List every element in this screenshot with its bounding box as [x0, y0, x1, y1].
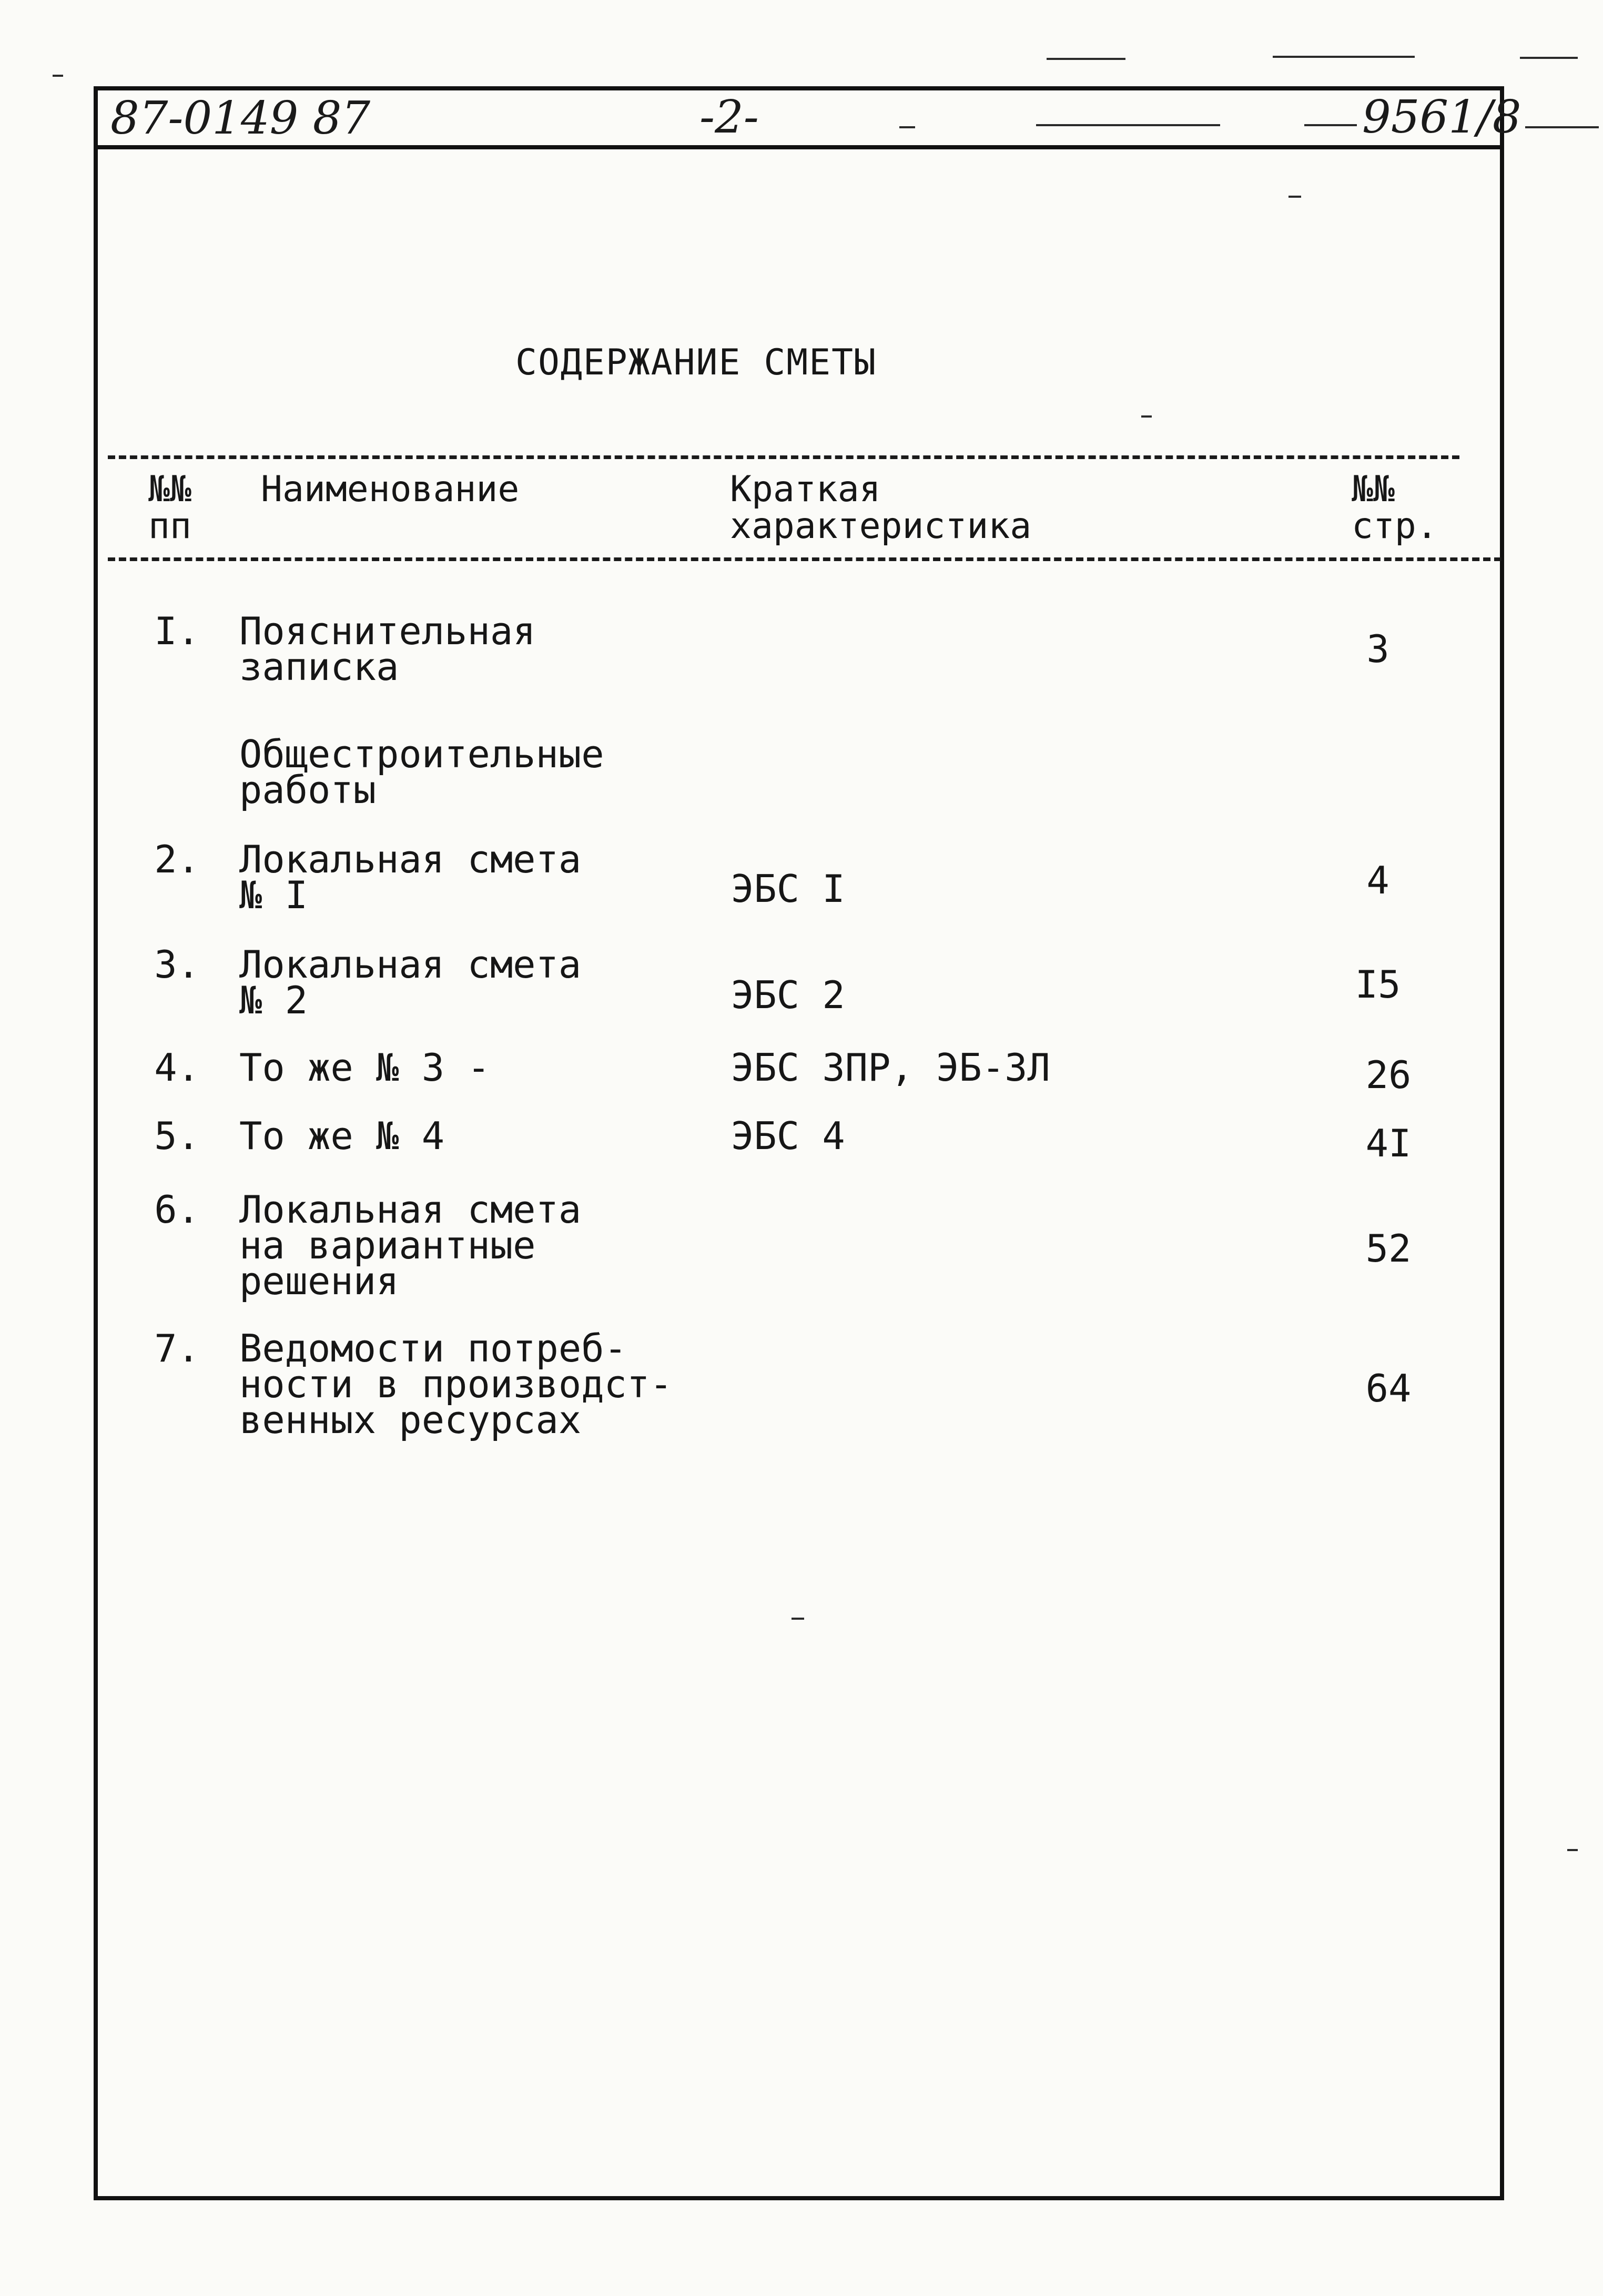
scan-mark	[1567, 1849, 1578, 1851]
scan-mark	[1289, 196, 1301, 198]
row-name: Ведомости потреб- ности в производст- венных ресурсах	[239, 1326, 673, 1442]
section-heading: Общестроительные работы	[239, 732, 604, 812]
row-number: 5.	[154, 1114, 200, 1158]
row-number: I.	[154, 609, 200, 653]
document-title: СОДЕРЖАНИЕ СМЕТЫ	[515, 342, 877, 383]
col-header-description: Краткая характеристика	[730, 469, 1032, 547]
row-name: Локальная смета № 2	[239, 942, 582, 1022]
row-description: ЭБС I	[731, 867, 845, 911]
col-header-page: №№ стр.	[1352, 469, 1438, 547]
row-page: I5	[1355, 962, 1401, 1007]
row-page: 4	[1366, 858, 1389, 902]
scan-mark	[53, 75, 63, 77]
row-number: 7.	[154, 1326, 200, 1370]
row-page: 64	[1365, 1366, 1412, 1410]
row-number: 2.	[154, 837, 200, 881]
row-number: 4.	[154, 1045, 200, 1090]
table-top-rule	[108, 455, 1459, 459]
row-number: 3.	[154, 942, 200, 987]
row-name: То же № 4	[239, 1114, 445, 1158]
scan-mark	[1273, 56, 1415, 58]
row-page: 3	[1366, 627, 1389, 671]
row-page: 52	[1365, 1226, 1412, 1271]
row-name: Локальная смета на вариантные решения	[239, 1187, 582, 1303]
row-name: Локальная смета № I	[239, 837, 582, 917]
scan-mark	[1036, 124, 1220, 126]
sheet-ref: 9561/8	[1362, 91, 1521, 144]
row-description: ЭБС 3ПР, ЭБ-3Л	[731, 1045, 1050, 1090]
table-header-rule	[108, 557, 1501, 561]
row-page: 4I	[1365, 1121, 1412, 1165]
col-header-name: Наименование	[261, 469, 520, 510]
col-header-number: №№ пп	[148, 469, 191, 547]
row-number: 6.	[154, 1187, 200, 1232]
row-description: ЭБС 4	[731, 1114, 845, 1158]
scan-mark	[1520, 57, 1578, 59]
scan-mark	[1141, 415, 1152, 418]
scan-mark	[1304, 124, 1357, 126]
header-rule	[94, 145, 1504, 149]
row-page: 26	[1365, 1053, 1412, 1097]
scan-mark	[1525, 126, 1599, 128]
scan-mark	[899, 126, 915, 128]
page-number: -2-	[699, 91, 759, 144]
scan-mark	[792, 1618, 804, 1620]
row-name: То же № 3 -	[239, 1045, 490, 1090]
scan-mark	[1047, 58, 1125, 60]
row-description: ЭБС 2	[731, 973, 845, 1017]
doc-code: 87-0149 87	[110, 92, 371, 145]
row-name: Пояснительная записка	[239, 609, 536, 689]
